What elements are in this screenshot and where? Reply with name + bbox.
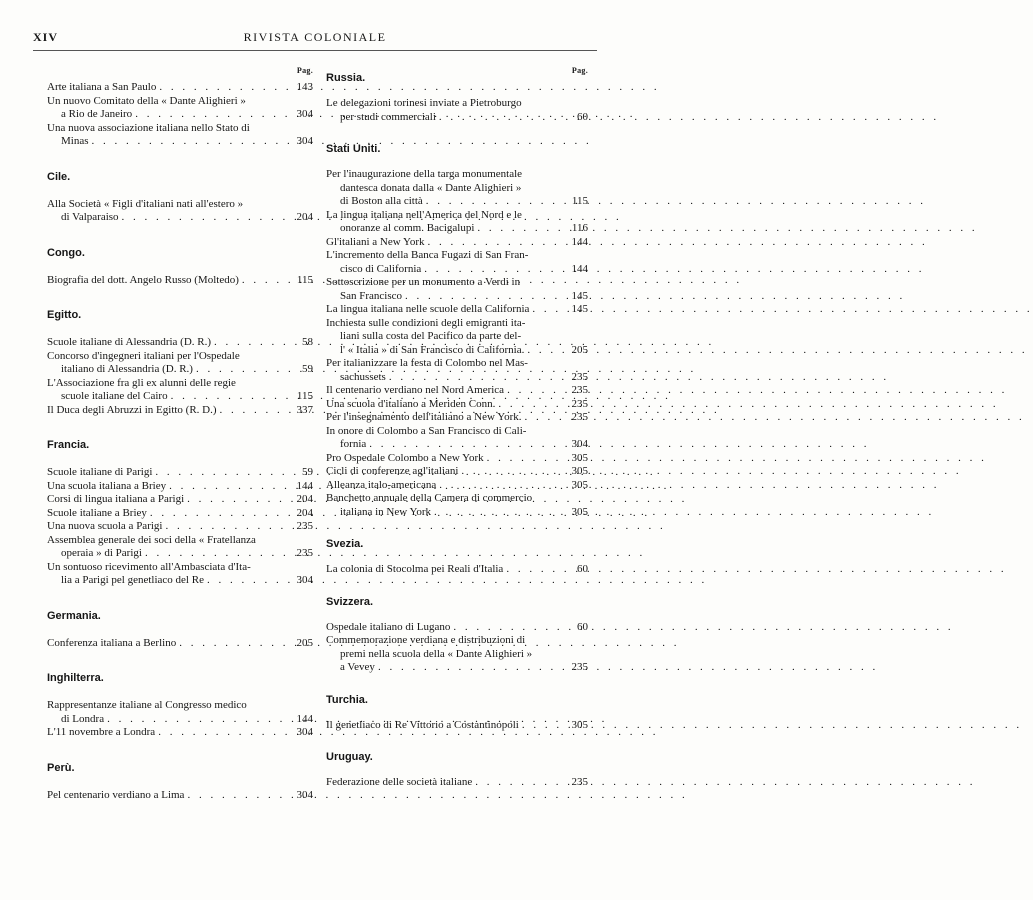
index-entry <box>47 699 313 726</box>
entry-text: italiano di Alessandria (D. R.) <box>61 363 193 375</box>
section-svezia <box>326 537 588 577</box>
section-egitto <box>47 308 313 417</box>
dot-leader <box>166 480 294 494</box>
page-reference: 144 <box>571 235 588 248</box>
dot-leader <box>450 621 575 635</box>
page-reference: 304 <box>296 574 313 586</box>
index-entry <box>47 95 313 122</box>
dot-leader <box>425 236 570 250</box>
entry-text: Scuole italiane a Briey <box>47 506 147 519</box>
page-reference: 235 <box>296 520 313 532</box>
dot-leader <box>402 290 569 304</box>
section-heading: Perù. <box>47 761 75 774</box>
page-reference: 145 <box>571 303 588 315</box>
dot-leader <box>386 371 570 385</box>
entry-text: Alleanza italo-americana <box>326 478 437 491</box>
dot-leader <box>431 506 569 520</box>
entry-text: a Vevey <box>340 661 375 673</box>
entry-text: italiana in New York <box>340 505 432 518</box>
entry-text: Il Duca degli Abruzzi in Egitto (R. D.) <box>47 403 217 416</box>
section-germania <box>47 609 313 651</box>
pag-label: Pag. <box>571 66 588 75</box>
header-rule <box>33 50 597 51</box>
entry-text: San Francisco <box>340 289 403 302</box>
index-entry <box>326 634 588 675</box>
page-reference: 60 <box>577 620 588 633</box>
page-reference: 144 <box>296 479 313 492</box>
entry-text: Federazione delle società italiane <box>326 776 473 788</box>
page-reference: 205 <box>571 343 588 356</box>
dot-leader <box>184 493 294 507</box>
page-reference: 59 <box>302 466 313 478</box>
entry-line <box>47 480 313 494</box>
running-head <box>33 30 597 44</box>
entry-line <box>47 726 313 740</box>
page-reference: 60 <box>577 563 588 575</box>
entry-text: L'11 novembre a Londra <box>47 726 156 738</box>
index-entry <box>47 480 313 494</box>
entry-line <box>340 290 588 304</box>
section-cile <box>47 170 313 225</box>
index-entry <box>326 97 588 124</box>
index-entry <box>47 350 313 377</box>
dot-leader <box>119 211 295 225</box>
page-reference: 144 <box>296 712 313 725</box>
entry-line: Un sontuoso ricevimento all'Ambasciata d'Ita- <box>47 560 251 573</box>
entry-line <box>47 520 313 534</box>
index-entry <box>326 357 588 384</box>
page-reference: 143 <box>296 81 313 93</box>
dot-leader <box>495 398 569 412</box>
page-reference: 305 <box>571 505 588 518</box>
entry-line <box>47 336 313 350</box>
entry-text: Una nuova scuola a Parigi <box>47 520 163 532</box>
entry-line <box>340 661 588 675</box>
dot-leader <box>147 507 295 521</box>
page-number: XIV <box>33 30 59 44</box>
entry-line: Alla Società « Figli d'italiani nati all'estero » <box>47 197 244 210</box>
entry-line <box>326 236 588 250</box>
dot-leader <box>472 776 569 790</box>
entry-text: onoranze al comm. Bacigalupi <box>340 222 475 234</box>
entry-line <box>47 637 313 651</box>
page-reference: 305 <box>571 451 588 464</box>
entry-line <box>61 363 313 377</box>
entry-text: Conferenza italiana a Berlino <box>47 636 177 649</box>
index-entry <box>326 276 588 303</box>
entry-text: Ospedale italiano di Lugano <box>326 620 451 633</box>
index-entry <box>47 493 313 507</box>
index-entry <box>326 209 588 236</box>
section-heading: Svizzera. <box>326 595 374 608</box>
entry-line <box>326 384 588 398</box>
page-reference: 205 <box>296 636 313 649</box>
index-entry <box>47 637 313 651</box>
page-reference: 60 <box>577 110 588 123</box>
section-francia <box>47 438 313 588</box>
page-reference: 305 <box>571 465 588 477</box>
dot-leader <box>155 726 294 740</box>
page-reference: 304 <box>296 108 313 120</box>
journal-title: RIVISTA COLONIALE <box>243 30 387 44</box>
dot-leader <box>474 222 570 236</box>
index-entry <box>47 520 313 534</box>
page-reference: 204 <box>296 211 313 223</box>
section-heading: Turchia. <box>326 693 368 706</box>
entry-text: fornia <box>340 438 367 450</box>
entry-line: Per l'inaugurazione della targa monumentale <box>326 168 523 180</box>
index-entry <box>47 274 313 288</box>
section-heading: Congo. <box>47 246 85 259</box>
dot-leader <box>211 336 300 350</box>
entry-line <box>326 411 588 425</box>
entry-line: Una nuova associazione italiana nello Stato di <box>47 121 250 134</box>
dot-leader <box>239 274 295 288</box>
section-perù <box>47 761 313 803</box>
dot-leader <box>89 135 295 149</box>
entry-text: di Valparaiso <box>61 211 119 223</box>
entry-line <box>326 479 588 493</box>
index-entry <box>326 479 588 493</box>
section-heading: Cile. <box>47 170 71 183</box>
dot-leader <box>176 637 294 651</box>
index-entry <box>326 398 588 412</box>
entry-line <box>326 452 588 466</box>
page-reference: 235 <box>571 370 588 383</box>
section-congo <box>47 246 313 288</box>
entry-line <box>326 465 588 479</box>
entry-line: Concorso d'ingegneri italiani per l'Ospedale <box>47 349 240 362</box>
index-entry <box>326 168 588 209</box>
page-reference: 235 <box>571 661 588 673</box>
entry-text: Biografia del dott. Angelo Russo (Moltedo) <box>47 273 239 286</box>
index-entry <box>47 336 313 350</box>
dot-leader <box>458 465 569 479</box>
page-reference: 304 <box>296 726 313 738</box>
entry-line: Banchetto annuale della Camera di commercio <box>326 492 533 504</box>
entry-text: Arte italiana a San Paulo <box>47 81 157 93</box>
dot-leader <box>132 108 294 122</box>
page-reference: 115 <box>296 273 313 286</box>
dot-leader <box>162 520 294 534</box>
entry-text: per studi commerciali <box>340 110 436 123</box>
entry-text: operaia » di Parigi <box>61 547 142 559</box>
section-heading: Inghilterra. <box>47 672 104 684</box>
page-reference: 304 <box>296 788 313 801</box>
index-entry <box>47 81 313 95</box>
index-entry <box>326 621 588 635</box>
section-uruguay <box>326 750 588 790</box>
entry-text: Minas <box>61 135 89 147</box>
index-entry <box>326 452 588 466</box>
page-reference: 235 <box>571 411 588 423</box>
index-entry <box>47 466 313 480</box>
dot-leader <box>366 438 569 452</box>
page-reference: 115 <box>571 195 588 207</box>
entry-line: dantesca donata dalla « Dante Alighieri » <box>340 181 522 194</box>
entry-line: Per italianizzare la festa di Colombo nel Mas- <box>326 357 528 369</box>
entry-line <box>326 719 588 733</box>
entry-line: Le delegazioni torinesi inviate a Pietroburgo <box>326 97 522 109</box>
page-reference: 305 <box>571 478 588 491</box>
entry-line: Commemorazione verdiana e distribuzioni di <box>326 634 526 646</box>
dot-leader <box>168 390 295 404</box>
entry-line: In onore di Colombo a San Francisco di Cali- <box>326 424 527 437</box>
entry-text: sachussets <box>340 370 386 383</box>
entry-text: Pel centenario verdiano a Lima <box>47 788 185 801</box>
entry-line <box>47 493 313 507</box>
index-entry <box>47 377 313 404</box>
entry-text: scuole italiane del Cairo <box>61 390 168 402</box>
page-reference: 235 <box>571 776 588 788</box>
entry-line <box>61 547 313 561</box>
dot-leader <box>484 452 570 466</box>
index-entry <box>47 534 313 561</box>
page-reference: 59 <box>302 363 313 375</box>
index-entry <box>47 726 313 740</box>
entry-text: Gl'italiani a New York <box>326 235 425 248</box>
index-entry <box>326 411 588 425</box>
page-reference: 204 <box>296 506 313 519</box>
index-entry <box>47 122 313 149</box>
entry-text: Pro Ospedale Colombo a New York <box>326 451 484 464</box>
dot-leader <box>193 363 300 377</box>
index-entry <box>326 719 588 733</box>
index-entry <box>47 198 313 225</box>
page-reference: 337 <box>296 403 313 416</box>
entry-line <box>47 466 313 480</box>
page-reference: 145 <box>571 289 588 302</box>
index-entry <box>326 563 588 577</box>
intro-entries <box>47 81 313 149</box>
dot-leader <box>529 303 569 317</box>
section-svizzera <box>326 595 588 675</box>
entry-text: Corsi di lingua italiana a Parigi <box>47 493 185 505</box>
section-turchia <box>326 693 588 733</box>
page-reference: 116 <box>571 222 588 234</box>
entry-line <box>61 713 313 727</box>
entry-text: Scuole italiane di Parigi <box>47 466 153 478</box>
entry-line <box>47 789 313 803</box>
left-sections <box>47 170 313 803</box>
entry-text: Per l'insegnamento dell'italiano a New York. <box>326 411 522 423</box>
dot-leader <box>436 479 569 493</box>
entry-line: Inchiesta sulle condizioni degli emigranti ita- <box>326 316 526 329</box>
entry-line <box>340 111 588 125</box>
entry-text: l' « Italia » di San Francisco di California. <box>340 343 525 356</box>
page-reference: 144 <box>571 262 588 275</box>
entry-text: Cicli di conferenze agl'italiani <box>326 465 459 477</box>
right-sections <box>326 71 588 790</box>
entry-line: Assemblea generale dei soci della « Fratellanza <box>47 533 256 546</box>
dot-leader <box>522 411 570 425</box>
entry-line <box>61 574 313 588</box>
entry-line <box>340 371 588 385</box>
index-entry <box>47 789 313 803</box>
entry-line <box>326 563 588 577</box>
page-reference: 204 <box>296 493 313 505</box>
entry-line <box>340 344 588 358</box>
dot-leader <box>152 466 300 480</box>
entry-text: Scuole italiane di Alessandria (D. R.) <box>47 336 212 348</box>
pag-label: Pag. <box>296 66 313 75</box>
dot-leader <box>503 563 575 577</box>
entry-line <box>47 81 313 95</box>
page-reference: 115 <box>296 390 313 402</box>
dot-leader <box>156 81 294 95</box>
right-column <box>326 66 588 790</box>
entry-line: Un nuovo Comitato della « Dante Alighieri » <box>47 94 246 107</box>
entry-text: lia a Parigi pel genetliaco del Re <box>61 574 204 586</box>
entry-text: di Boston alla città <box>340 195 423 207</box>
entry-text: Il genetliaco di Re Vittorio a Costantinopoli <box>326 718 519 731</box>
section-heading: Svezia. <box>326 538 364 550</box>
dot-leader <box>184 789 294 803</box>
dot-leader <box>204 574 295 588</box>
entry-line <box>61 135 313 149</box>
page-reference: 235 <box>571 397 588 410</box>
page-reference: 304 <box>296 135 313 147</box>
entry-text: Il centenario verdiano nel Nord America <box>326 384 505 396</box>
entry-line <box>326 776 588 790</box>
index-entry <box>326 236 588 250</box>
entry-line <box>340 438 588 452</box>
entry-line: La lingua italiana nell'America del Nord e le <box>326 208 522 221</box>
page-reference: 58 <box>302 336 313 348</box>
dot-leader <box>142 547 295 561</box>
entry-line <box>340 195 588 209</box>
dot-leader <box>524 344 569 358</box>
entry-line <box>340 263 588 277</box>
entry-line: Rappresentanze italiane al Congresso medico <box>47 699 247 711</box>
dot-leader <box>104 713 294 727</box>
section-inghilterra <box>47 671 313 740</box>
index-entry <box>326 303 588 317</box>
left-column <box>47 66 313 802</box>
entry-line <box>61 390 313 404</box>
entry-text: La lingua italiana nelle scuole della California <box>326 303 530 315</box>
index-entry <box>326 317 588 358</box>
section-heading: Germania. <box>47 609 101 622</box>
index-entry <box>47 404 313 418</box>
entry-line <box>326 303 588 317</box>
section-heading: Russia. <box>326 72 366 84</box>
index-entry <box>326 425 588 452</box>
entry-line <box>326 398 588 412</box>
section-heading: Francia. <box>47 439 90 451</box>
page-reference: 305 <box>571 718 588 731</box>
entry-text: a Rio de Janeiro <box>61 108 133 120</box>
entry-line: Sottoscrizione per un monumento a Verdi in <box>326 276 521 288</box>
entry-line <box>340 222 588 236</box>
entry-text: cisco di California <box>340 262 422 275</box>
section-heading: Uruguay. <box>326 751 373 763</box>
section-statiuniti <box>326 142 588 519</box>
entry-line: L'Associazione fra gli ex alunni delle regie <box>47 376 236 389</box>
index-entry <box>326 249 588 276</box>
dot-leader <box>436 111 575 125</box>
section-heading: Egitto. <box>47 309 82 321</box>
section-heading: Stati Uniti. <box>326 143 381 155</box>
entry-line <box>47 404 313 418</box>
entry-line <box>340 506 588 520</box>
page-reference: 235 <box>571 384 588 396</box>
entry-line <box>47 274 313 288</box>
index-entry <box>326 492 588 519</box>
index-entry <box>47 561 313 588</box>
dot-leader <box>421 263 569 277</box>
entry-text: Una scuola d'italiano a Meriden Conn. <box>326 397 496 410</box>
entry-line <box>47 507 313 521</box>
entry-line <box>61 211 313 225</box>
entry-text: La colonia di Stocolma pei Reali d'Italia <box>326 563 504 575</box>
dot-leader <box>504 384 569 398</box>
entry-line <box>61 108 313 122</box>
page-reference: 304 <box>571 438 588 450</box>
dot-leader <box>217 404 295 418</box>
entry-line: liani sulla costa del Pacifico da parte del- <box>340 330 522 342</box>
dot-leader <box>423 195 570 209</box>
entry-line: L'incremento della Banca Fugazi di San Fran- <box>326 249 529 261</box>
page-reference: 235 <box>296 547 313 559</box>
index-entry <box>326 384 588 398</box>
index-entry <box>326 465 588 479</box>
index-entry <box>47 507 313 521</box>
entry-line: premi nella scuola della « Dante Alighieri » <box>340 647 533 660</box>
section-russia <box>326 71 588 124</box>
index-entry <box>326 776 588 790</box>
entry-line <box>326 621 588 635</box>
entry-text: Una scuola italiana a Briey <box>47 479 167 492</box>
entry-text: di Londra <box>61 712 105 725</box>
dot-leader <box>519 719 570 733</box>
dot-leader <box>375 661 570 675</box>
